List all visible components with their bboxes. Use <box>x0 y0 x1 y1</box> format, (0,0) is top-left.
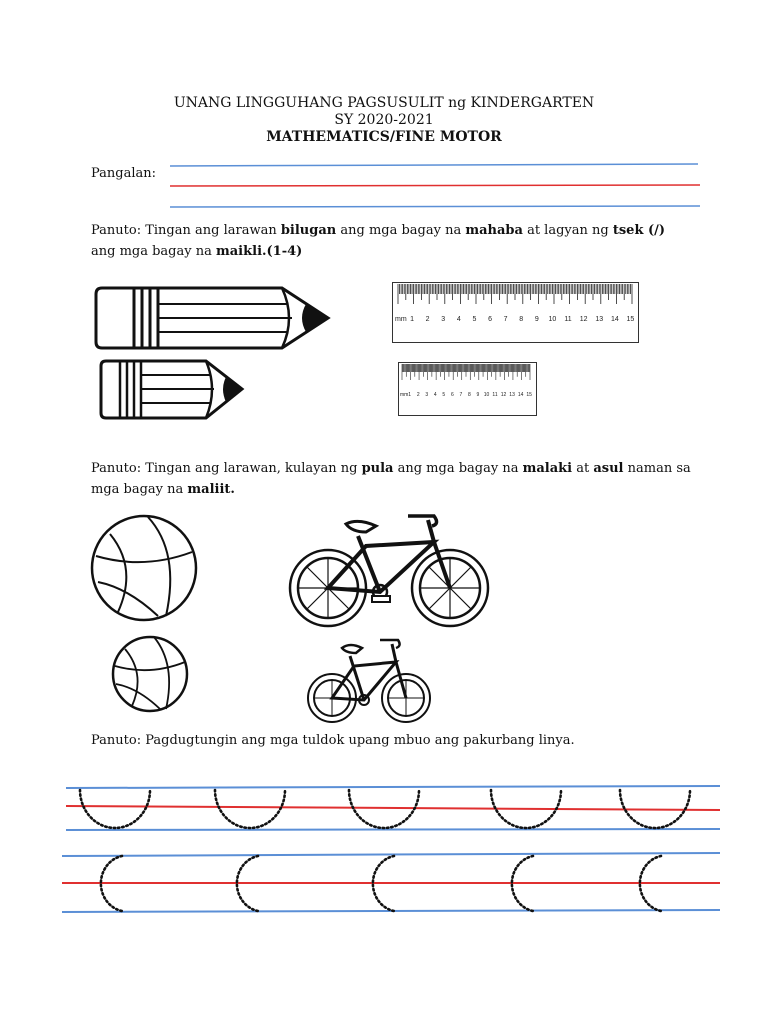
header-school-year: SY 2020-2021 <box>334 112 434 128</box>
ruler-number: 4 <box>433 392 437 398</box>
ruler-unit-label: mm <box>395 316 407 323</box>
ruler-number: 1 <box>410 316 414 323</box>
header-title: UNANG LINGGUHANG PAGSUSULIT ng KINDERGARTEN <box>173 95 595 111</box>
ruler-number: 3 <box>441 316 446 323</box>
ruler-number: 8 <box>519 316 524 323</box>
ruler-number: 8 <box>468 392 471 398</box>
ruler-number: 1 <box>408 392 412 398</box>
ruler-number: 11 <box>492 392 498 398</box>
instruction-1: Panuto: Tingan ang larawan bilugan ang mga bagay na mahaba at lagyan ng tsek (/) ang mga bagay na maikli.(1-4) <box>91 223 666 259</box>
ruler-number: 2 <box>416 392 420 398</box>
tracing-guide-lines-row1 <box>66 786 720 830</box>
ruler-unit-label: mm <box>400 392 409 398</box>
ruler-number: 13 <box>509 392 515 398</box>
tracing-guide-lines-row2 <box>62 853 720 912</box>
header-subject: MATHEMATICS/FINE MOTOR <box>266 129 502 145</box>
ruler-number: 10 <box>548 316 557 323</box>
ruler-number: 15 <box>626 316 635 323</box>
name-label: Pangalan: <box>91 166 157 181</box>
ruler-number: 2 <box>425 316 430 323</box>
ruler-number: 5 <box>442 392 446 398</box>
instruction-3: Panuto: Pagdugtungin ang mga tuldok upang mbuo ang pakurbang linya. <box>91 733 575 748</box>
ruler-number: 5 <box>472 316 477 323</box>
ruler-number: 12 <box>579 316 588 323</box>
ruler-number: 14 <box>610 316 619 323</box>
ruler-number: 4 <box>456 316 461 323</box>
ruler-number: 12 <box>500 392 507 398</box>
ruler-number: 6 <box>488 316 492 323</box>
ruler-number: 3 <box>425 392 429 398</box>
ruler-number: 7 <box>459 392 463 398</box>
ruler-number: 9 <box>534 316 539 323</box>
ruler-number: 7 <box>503 316 508 323</box>
ruler-number: 9 <box>476 392 480 398</box>
ruler-number: 11 <box>564 316 572 323</box>
ruler-number: 15 <box>526 392 532 398</box>
ruler-number: 14 <box>517 392 524 398</box>
ruler-number: 13 <box>595 316 604 323</box>
ruler-number: 10 <box>483 392 490 398</box>
ruler-number: 6 <box>450 392 454 398</box>
dotted-curve-u[interactable] <box>215 790 285 828</box>
instruction-2: Panuto: Tingan ang larawan, kulayan ng pula ang mga bagay na malaki at asul naman sa mga bagay na maliit. <box>91 461 691 497</box>
dotted-curve-u[interactable] <box>80 790 150 828</box>
